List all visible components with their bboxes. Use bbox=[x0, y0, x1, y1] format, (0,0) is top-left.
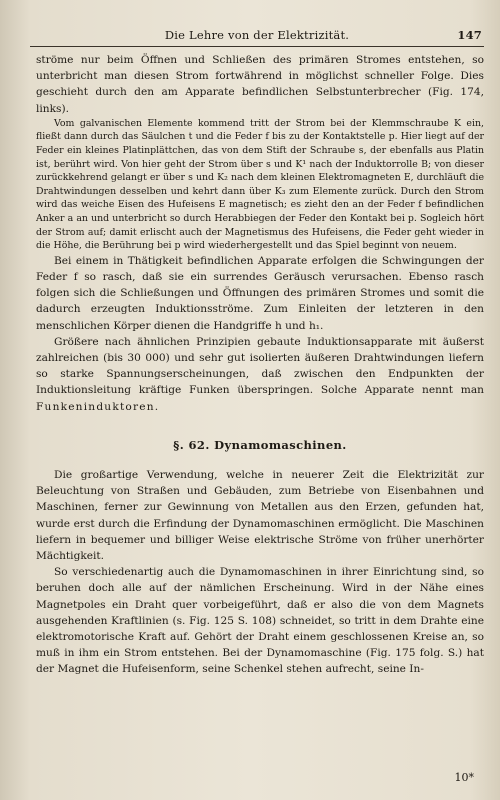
section-heading: §. 62. Dynamomaschinen. bbox=[173, 437, 347, 452]
section-paragraph-1: Die großartige Verwendung, welche in neuerer Zeit die Elektrizität zur Beleuchtung von Straßen und Gebäuden, zum Betriebe von Eisenbahnen und Maschinen, ferner zur Gewinnung von Metallen aus den Erzen, gefunden hat, wurde erst durch die Erfindung der Dynamomaschinen ermöglicht. Die Maschinen liefern in bequemer und billiger Weise elektrische Ströme von früher unerhörter Mächtigkeit. bbox=[36, 468, 484, 562]
page-number: 147 bbox=[457, 28, 482, 42]
paragraph-4 bbox=[36, 334, 484, 415]
term-funkeninduktoren: Funkeninduktoren. bbox=[36, 400, 160, 413]
page-body bbox=[36, 52, 484, 678]
paragraph-4-text: Größere nach ähnlichen Prinzipien gebaute Induktionsapparate mit äußerst zahlreichen (bis 30 000) und sehr gut isolierten äußeren Drahtwindungen liefern so starke Spannungserscheinungen, daß zwischen den Endpunkten der Induktionsleitung kräftige Funken überspringen. Solche Apparate nennt man bbox=[36, 335, 484, 397]
paragraph-3: Bei einem in Thätigkeit befindlichen Apparate erfolgen die Schwingungen der Feder f so rasch, daß sie ein surrendes Geräusch verursachen. Ebenso rasch folgen sich die Schließungen und Öffnungen des primären Stromes und somit die dadurch erzeugten Induktionsströme. Zum Einleiten der letzteren in den menschlichen Körper dienen die Handgriffe h und h₁. bbox=[36, 254, 484, 332]
paragraph-2: Vom galvanischen Elemente kommend tritt der Strom bei der Klemmschraube K ein, fließt dann durch das Säulchen t und die Feder f bis zu der Kontaktstelle p. Hier liegt auf der Feder ein kleines Platinplättchen, das von dem Stift der Schraube s, der ebenfalls aus Platin ist, berührt wird. Von hier geht der Strom über s und K¹ nach der Induktorrolle B; von dieser zurückkehrend gelangt er über s und K₂ nach dem kleinen Elektromagneten E, durchläuft die Drahtwindungen desselben und kehrt dann über K₃ zum Elemente zurück. Durch den Strom wird das weiche Eisen des Hufeisens E magnetisch; es zieht den an der Feder f befindlichen Anker a an und unterbricht so durch Herabbiegen der Feder den Kontakt bei p. Sogleich hört der Strom auf; damit erlischt auch der Magnetismus des Hufeisens, die Feder geht wieder in die Höhe, die Berührung bei p wird wiederhergestellt und das Spiel beginnt von neuem. bbox=[36, 117, 484, 252]
signature-mark: 10* bbox=[454, 771, 474, 784]
running-header bbox=[30, 26, 484, 47]
section-paragraph-2: So verschiedenartig auch die Dynamomaschinen in ihrer Einrichtung sind, so beruhen doch alle auf der nämlichen Erscheinung. Wird in der Nähe eines Magnetpoles ein Draht quer vorbeigeführt, daß er also die von dem Magnets ausgehenden Kraftlinien (s. Fig. 125 S. 108) schneidet, so tritt in dem Drahte eine elektromotorische Kraft auf. Gehört der Draht einem geschlossenen Kreise an, so muß in ihm ein Strom entstehen. Bei der Dynamomaschine (Fig. 175 folg. S.) hat der Magnet die Hufeisenform, seine Schenkel stehen aufrecht, seine In- bbox=[36, 566, 484, 676]
running-title: Die Lehre von der Elektrizität. bbox=[164, 28, 350, 42]
paragraph-1: ströme nur beim Öffnen und Schließen des primären Stromes entstehen, so unterbricht man diesen Strom fortwährend in möglichst schneller Folge. Dies geschieht durch den am Apparate befindlichen Selbstunterbrecher (Fig. 174, links). bbox=[36, 54, 484, 115]
